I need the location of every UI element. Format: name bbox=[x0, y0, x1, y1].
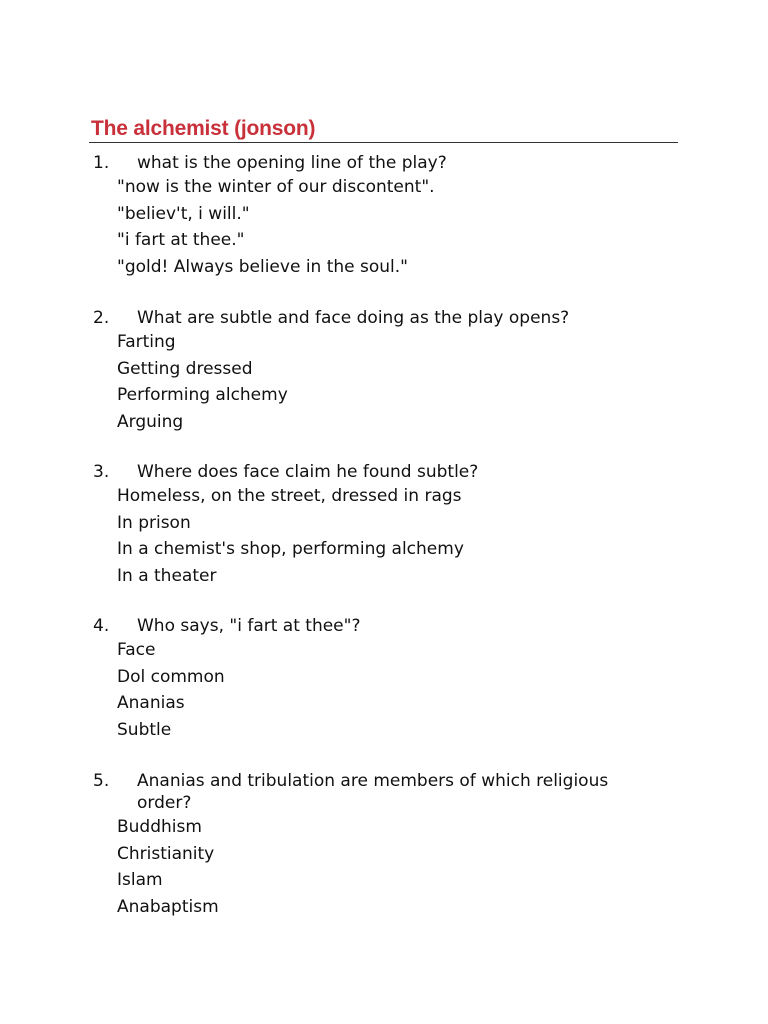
question-number: 5. bbox=[93, 771, 110, 791]
answer-option: Christianity bbox=[117, 843, 215, 864]
answer-options bbox=[93, 814, 683, 920]
question-prompt bbox=[93, 461, 683, 483]
answer-options bbox=[93, 174, 683, 280]
answer-option: Homeless, on the street, dressed in rags bbox=[117, 486, 462, 506]
document-title: The alchemist (jonson) bbox=[91, 117, 316, 140]
question-text: What are subtle and face doing as the play opens? bbox=[137, 308, 570, 328]
question-prompt bbox=[93, 307, 683, 329]
question-number: 3. bbox=[93, 462, 110, 482]
answer-option: In a theater bbox=[117, 565, 217, 586]
question-3 bbox=[93, 461, 683, 589]
answer-options bbox=[93, 483, 683, 589]
question-text: Where does face claim he found subtle? bbox=[137, 462, 479, 482]
answer-option: Anabaptism bbox=[117, 896, 219, 917]
question-2 bbox=[93, 307, 683, 435]
answer-option: Farting bbox=[117, 332, 176, 352]
question-number: 2. bbox=[93, 308, 110, 328]
question-prompt bbox=[93, 615, 683, 637]
answer-option: Getting dressed bbox=[117, 358, 253, 379]
question-prompt bbox=[93, 770, 683, 814]
question-1 bbox=[93, 152, 683, 280]
question-prompt bbox=[93, 152, 683, 174]
question-text: Who says, "i fart at thee"? bbox=[137, 616, 361, 636]
answer-option: Face bbox=[117, 640, 156, 660]
answer-option: In a chemist's shop, performing alchemy bbox=[117, 539, 464, 559]
answer-options bbox=[93, 637, 683, 743]
question-text: Ananias and tribulation are members of which religious order? bbox=[137, 771, 609, 813]
question-5 bbox=[93, 770, 683, 920]
answer-option: "gold! Always believe in the soul." bbox=[117, 256, 409, 277]
answer-option: Arguing bbox=[117, 411, 184, 432]
question-4 bbox=[93, 615, 683, 743]
answer-option: "i fart at thee." bbox=[117, 230, 245, 250]
answer-option: Ananias bbox=[117, 693, 185, 713]
answer-option: Buddhism bbox=[117, 817, 202, 837]
answer-option: Performing alchemy bbox=[117, 385, 288, 405]
answer-option: In prison bbox=[117, 512, 191, 533]
answer-option: Subtle bbox=[117, 719, 172, 740]
answer-option: "now is the winter of our discontent". bbox=[117, 177, 435, 197]
answer-options bbox=[93, 329, 683, 435]
question-number: 1. bbox=[93, 153, 110, 173]
answer-option: Dol common bbox=[117, 666, 225, 687]
answer-option: Islam bbox=[117, 870, 163, 890]
question-text: what is the opening line of the play? bbox=[137, 153, 447, 173]
answer-option: "believ't, i will." bbox=[117, 203, 250, 224]
title-underline bbox=[89, 142, 678, 143]
question-number: 4. bbox=[93, 616, 110, 636]
